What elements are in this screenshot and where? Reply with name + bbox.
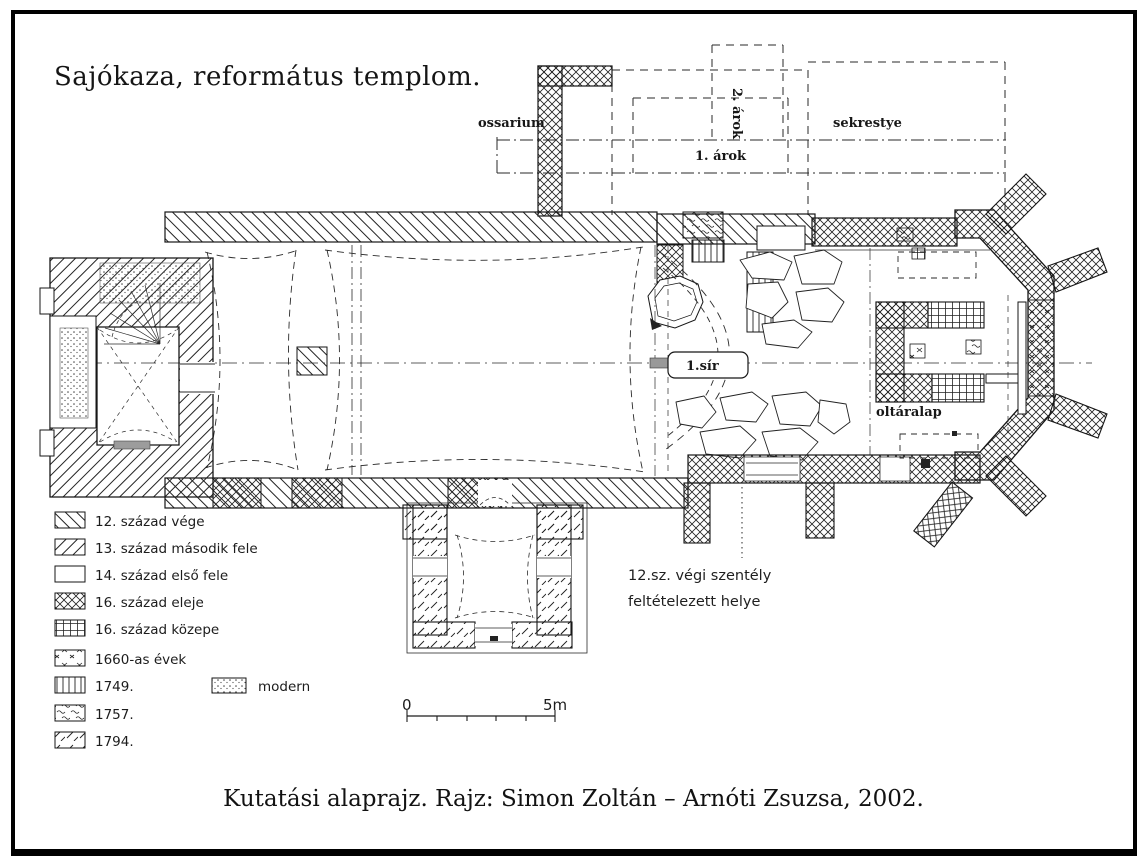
legend-label: 14. század első fele <box>95 568 229 584</box>
legend-swatch-12th-century <box>55 512 85 528</box>
grave-marker <box>650 358 668 368</box>
rubble-stones-south <box>676 392 850 460</box>
ossarium-wall <box>538 66 612 216</box>
altar-foundation <box>876 252 984 458</box>
legend-label: 1749. <box>95 679 134 695</box>
legend-label: 12. század vége <box>95 514 205 530</box>
south-porch <box>403 480 587 653</box>
legend-label: 16. század közepe <box>95 622 220 638</box>
scale-start-label: 0 <box>402 696 412 714</box>
legend-swatch-14th-century <box>55 566 85 582</box>
tower-vault-dashes <box>97 327 179 445</box>
label-altar-foundation: oltáralap <box>876 405 942 420</box>
annotation-line-1: 12.sz. végi szentély <box>628 568 772 584</box>
apse-buttress-ene <box>1048 248 1107 292</box>
scale-end-label: 5m <box>543 696 568 714</box>
label-trench-2: 2. árok <box>729 88 744 140</box>
legend-label: 1794. <box>95 734 134 750</box>
nave-vault-dashes <box>205 247 645 472</box>
label-ossarium: ossarium <box>478 116 545 131</box>
legend-label: 1757. <box>95 707 134 723</box>
legend-swatch-1749 <box>55 677 85 693</box>
pulpit <box>648 276 703 330</box>
nave <box>165 212 688 508</box>
legend-swatch-1660s <box>55 650 85 666</box>
legend-swatch-1794 <box>55 732 85 748</box>
legend-label: modern <box>258 679 311 695</box>
legend-swatch-modern <box>212 678 246 693</box>
legend-label: 1660-as évek <box>95 652 187 668</box>
annotation-line-2: feltételezett helye <box>628 594 761 610</box>
figure-caption: Kutatási alaprajz. Rajz: Simon Zoltán – Arnóti Zsuzsa, 2002. <box>223 786 924 812</box>
legend <box>55 512 310 750</box>
legend-swatch-16th-mid <box>55 620 85 636</box>
legend-label: 13. század második fele <box>95 541 258 557</box>
scale-bar <box>402 696 567 722</box>
page-title: Sajókaza, református templom. <box>54 62 482 92</box>
rubble-stones-north <box>740 250 844 348</box>
legend-swatch-1757 <box>55 705 85 721</box>
blocked-doorway <box>114 441 150 449</box>
legend-swatch-16th-early <box>55 593 85 609</box>
wall-1660s <box>1028 300 1054 396</box>
west-tower <box>40 258 215 497</box>
legend-label: 16. század eleje <box>95 595 204 611</box>
apse-buttress-ese <box>1048 394 1107 438</box>
modern-repair-patch <box>60 328 88 418</box>
label-sacristy: sekrestye <box>833 116 902 131</box>
label-grave-1: 1.sír <box>686 359 719 374</box>
legend-swatch-13th-century <box>55 539 85 555</box>
modern-repair-patch <box>100 263 200 303</box>
porch-vault-dashes <box>455 535 535 618</box>
label-trench-1: 1. árok <box>695 149 747 164</box>
